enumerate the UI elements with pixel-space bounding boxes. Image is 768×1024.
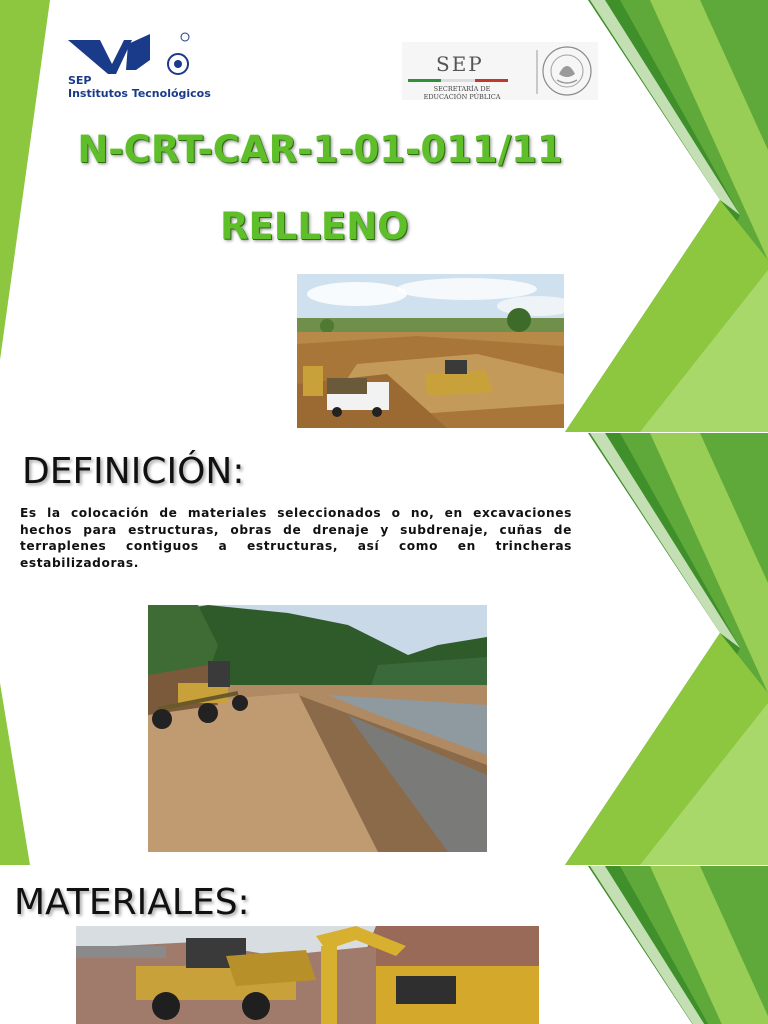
standard-code-title: N-CRT-CAR-1-01-011/11	[77, 128, 563, 171]
tecnologicos-logo-text	[68, 74, 211, 100]
grader-road-photo	[148, 605, 487, 852]
sep-wordmark: SEP	[436, 52, 484, 76]
slide-3	[0, 866, 768, 1024]
slide-2	[0, 433, 768, 865]
sep-tricolor-line	[408, 79, 508, 82]
definition-heading: DEFINICIÓN:	[22, 451, 245, 492]
logo-name: Institutos Tecnológicos	[68, 87, 211, 100]
sep-subtitle	[412, 85, 512, 101]
logo-brand: SEP	[68, 74, 92, 87]
sep-subtitle-line-2: EDUCACIÓN PÚBLICA	[423, 93, 501, 101]
relleno-title: RELLENO	[220, 205, 409, 248]
excavation-site-photo	[297, 274, 564, 428]
slide-1	[0, 0, 768, 432]
definition-body-text: Es la colocación de materiales seleccionados o no, en excavaciones hechos para estructuras, obras de drenaje y subdrenaje, cuñas de terraplenes contiguos a estructuras, así como en trincheras estabilizadoras.	[20, 506, 572, 570]
loader-excavator-photo	[76, 926, 539, 1024]
national-seal-icon	[535, 44, 593, 98]
sep-subtitle-line-1: SECRETARÍA DE	[433, 85, 491, 93]
materials-heading: MATERIALES:	[14, 882, 250, 923]
